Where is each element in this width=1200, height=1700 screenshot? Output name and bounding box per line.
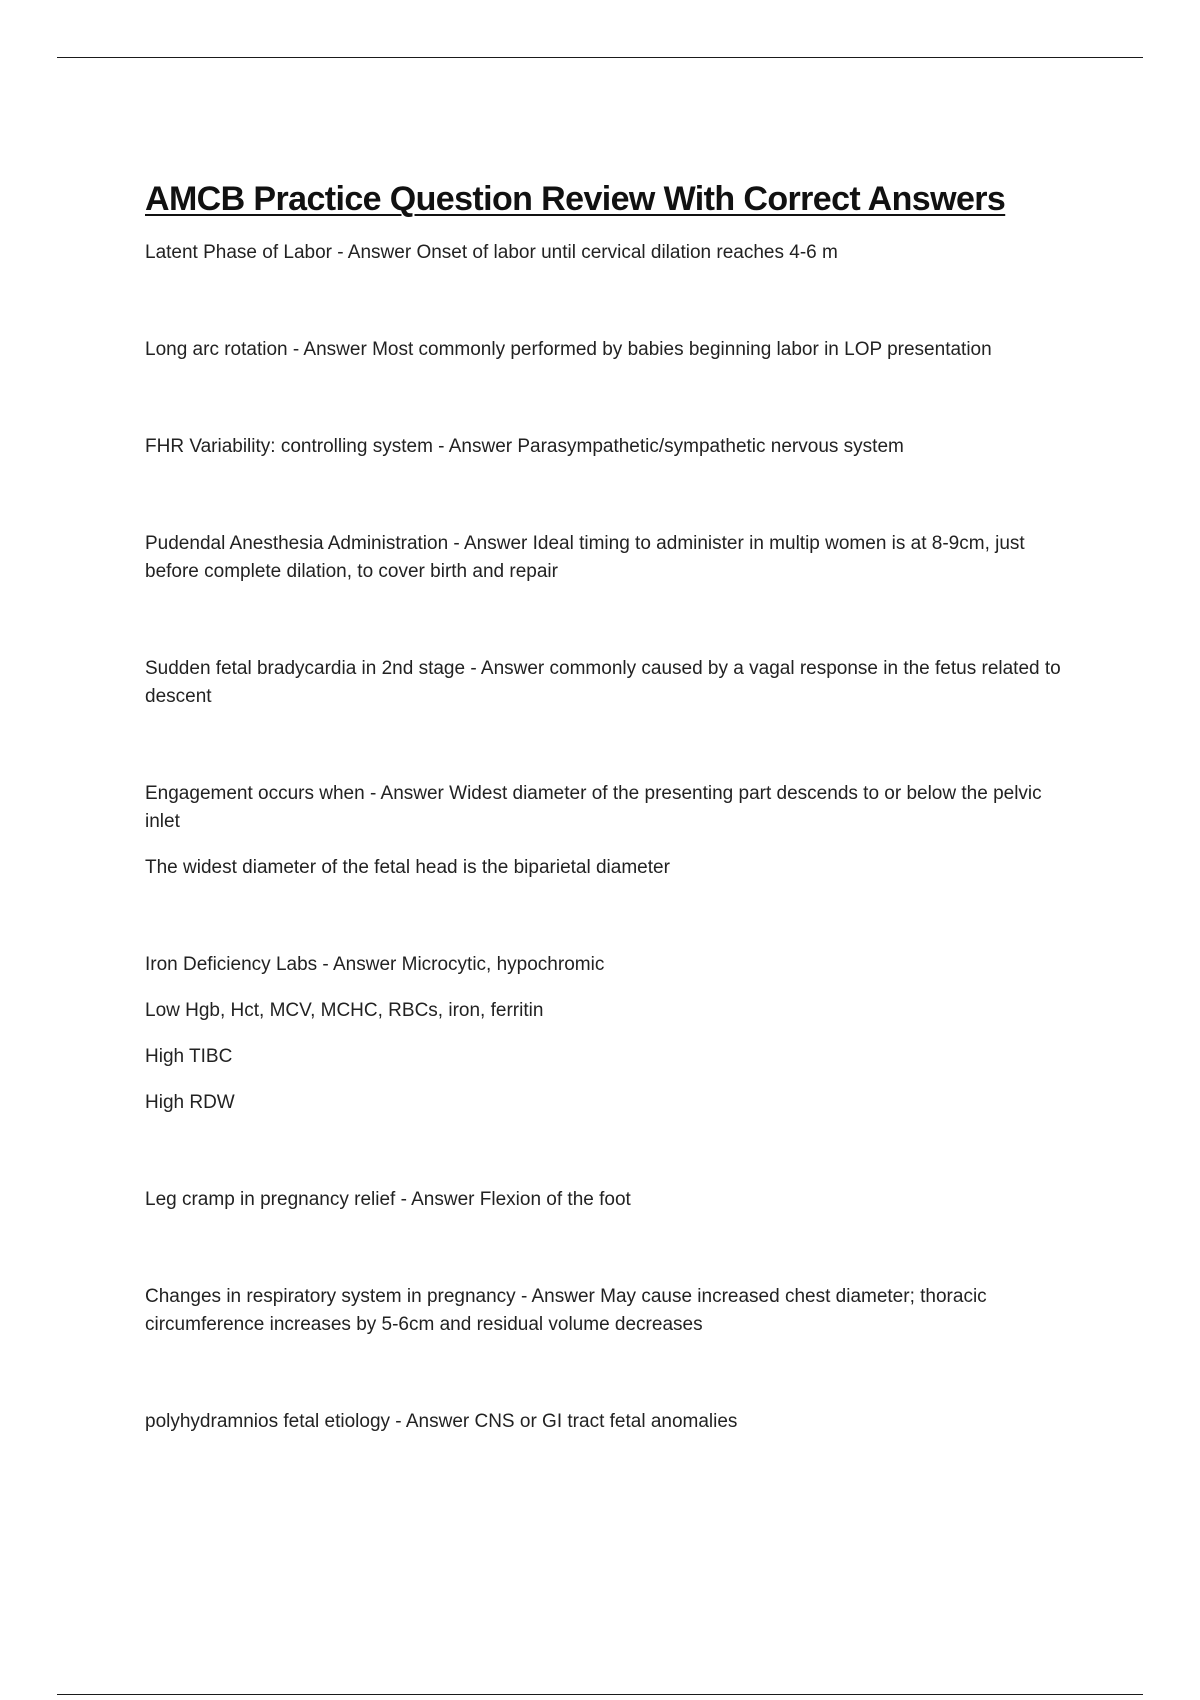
page-footer-rule <box>57 1694 1143 1695</box>
qa-entry <box>145 239 1070 267</box>
qa-entry-text: Latent Phase of Labor - Answer Onset of labor until cervical dilation reaches 4-6 m <box>145 242 838 263</box>
page-header-rule <box>57 57 1143 58</box>
qa-entry <box>145 655 1070 711</box>
qa-entry-note: Low Hgb, Hct, MCV, MCHC, RBCs, iron, ferritin <box>145 1000 544 1021</box>
qa-entry <box>145 1283 1070 1339</box>
qa-entry-text: Sudden fetal bradycardia in 2nd stage - Answer commonly caused by a vagal response in the fetus related to descent <box>145 658 1061 707</box>
qa-entry <box>145 433 1070 461</box>
qa-entry-text: Pudendal Anesthesia Administration - Answer Ideal timing to administer in multip women is at 8-9cm, just before complete dilation, to cover birth and repair <box>145 533 1025 582</box>
qa-entry-note: The widest diameter of the fetal head is the biparietal diameter <box>145 857 670 878</box>
qa-entry-note: High TIBC <box>145 1046 233 1067</box>
qa-entry <box>145 780 1070 882</box>
qa-entry <box>145 1186 1070 1214</box>
qa-entry-text: Changes in respiratory system in pregnancy - Answer May cause increased chest diameter; thoracic circumference increases by 5-6cm and residual volume decreases <box>145 1286 987 1335</box>
qa-entry-text: Engagement occurs when - Answer Widest diameter of the presenting part descends to or below the pelvic inlet <box>145 783 1042 832</box>
qa-entry-text: polyhydramnios fetal etiology - Answer CNS or GI tract fetal anomalies <box>145 1411 738 1432</box>
qa-entry <box>145 1408 1070 1436</box>
qa-entry <box>145 336 1070 364</box>
qa-entry-text: Leg cramp in pregnancy relief - Answer Flexion of the foot <box>145 1189 631 1210</box>
qa-entry <box>145 951 1070 1117</box>
qa-entry <box>145 530 1070 586</box>
document-body <box>145 180 1070 1436</box>
qa-entry-text: Long arc rotation - Answer Most commonly performed by babies beginning labor in LOP presentation <box>145 339 992 360</box>
qa-entry-text: Iron Deficiency Labs - Answer Microcytic, hypochromic <box>145 954 605 975</box>
qa-entry-text: FHR Variability: controlling system - Answer Parasympathetic/sympathetic nervous system <box>145 436 904 457</box>
qa-entry-note: High RDW <box>145 1092 235 1113</box>
document-title: AMCB Practice Question Review With Correct Answers <box>145 180 1006 218</box>
